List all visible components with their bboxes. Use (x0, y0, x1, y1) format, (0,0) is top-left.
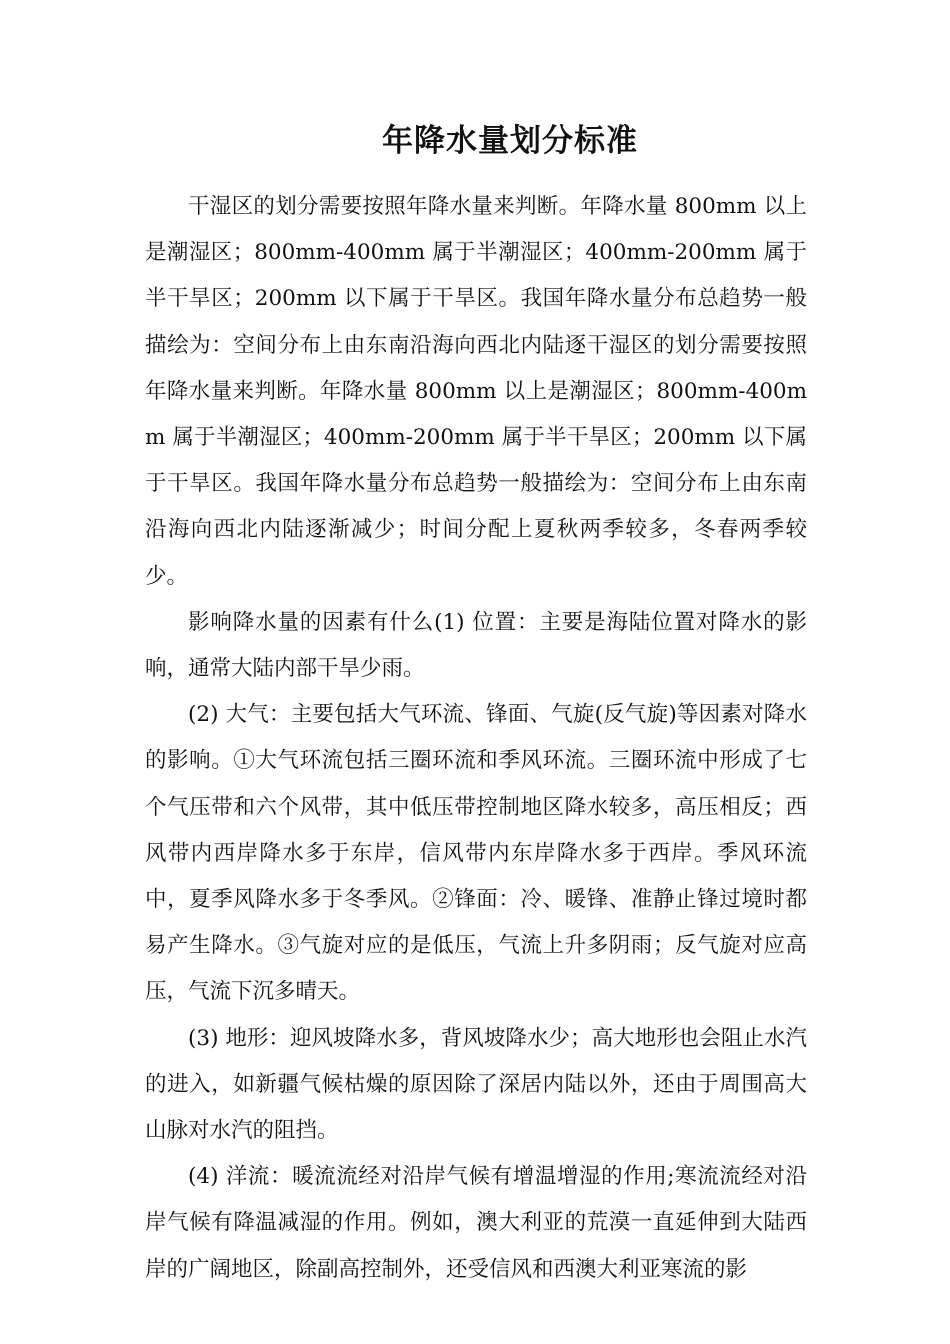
paragraph-factor-ocean-current: (4) 洋流：暖流流经对沿岸气候有增温增湿的作用;寒流流经对沿岸气候有降温减湿的作用。例如，澳大利亚的荒漠一直延伸到大陆西岸的广阔地区，除副高控制外，还受信风和西澳大利亚寒流的影 (145, 1164, 807, 1282)
paragraph-factor-atmosphere: (2) 大气：主要包括大气环流、锋面、气旋(反气旋)等因素对降水的影响。①大气环流包括三圈环流和季风环流。三圈环流中形成了七个气压带和六个风带，其中低压带控制地区降水较多，高压相反；西风带内西岸降水多于东岸，信风带内东岸降水多于西岸。季风环流中，夏季风降水多于冬季风。②锋面：冷、暖锋、准静止锋过境时都易产生降水。③气旋对应的是低压，气流上升多阴雨；反气旋对应高压，气流下沉多晴天。 (145, 702, 807, 1005)
paragraph-factor-location: 影响降水量的因素有什么(1) 位置：主要是海陆位置对降水的影响，通常大陆内部干旱少雨。 (145, 609, 807, 682)
document-body (145, 184, 807, 1293)
paragraph-factor-terrain: (3) 地形：迎风坡降水多，背风坡降水少；高大地形也会阻止水汽的进入，如新疆气候枯燥的原因除了深居内陆以外，还由于周围高大山脉对水汽的阻挡。 (145, 1025, 807, 1144)
page-title: 年降水量划分标准 (382, 123, 638, 159)
paragraph-dry-wet-zones: 干湿区的划分需要按照年降水量来判断。年降水量 800mm 以上是潮湿区；800mm-400mm 属于半潮湿区；400mm-200mm 属于半干旱区；200mm 以下属于干旱区。我国年降水量分布总趋势一般描绘为：空间分布上由东南沿海向西北内陆逐干湿区的划分需要按照年降水量来判断。年降水量 800mm 以上是潮湿区；800mm-400mm 属于半潮湿区；400mm-200mm 属于半干旱区；200mm 以下属于干旱区。我国年降水量分布总趋势一般描绘为：空间分布上由东南沿海向西北内陆逐渐减少；时间分配上夏秋两季较多，冬春两季较少。 (145, 194, 807, 589)
